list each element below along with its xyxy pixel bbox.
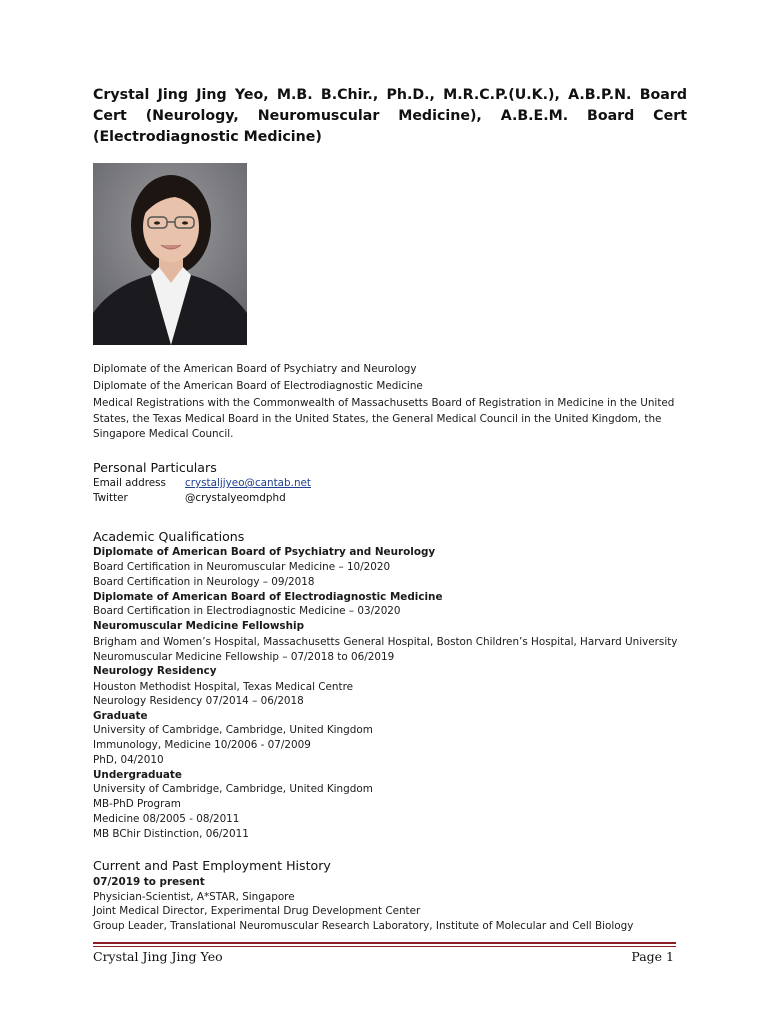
employment-line: 07/2019 to present [93,876,205,888]
twitter-label: Twitter [93,492,128,504]
registration-paragraph: Medical Registrations with the Commonwealth of Massachusetts Board of Registration in Medicine in the United States, the Texas Medical Board in the United States, the General Medical Council in the United Kingdom, the Singapore Medical Council. [93,397,675,440]
academic-line: Medicine 08/2005 - 08/2011 [93,813,240,825]
employment-line: Physician-Scientist, A*STAR, Singapore [93,891,295,903]
page-title: Crystal Jing Jing Yeo, M.B. B.Chir., Ph.D., M.R.C.P.(U.K.), A.B.P.N. Board Cert (Neurology, Neuromuscular Medicine), A.B.E.M. Board Cert (Electrodiagnostic Medicine) [93,87,687,145]
portrait-image [93,163,247,345]
twitter-handle: @crystalyeomdphd [185,492,286,504]
page-number: Page 1 [631,949,674,964]
academic-line: Houston Methodist Hospital, Texas Medical Centre [93,681,354,693]
employment-line: Group Leader, Translational Neuromuscular Research Laboratory, Institute of Molecular and Cell Biology [93,920,634,932]
academic-line: Neuromuscular Medicine Fellowship – 07/2018 to 06/2019 [93,651,395,663]
footer-divider [93,942,676,944]
section-heading-employment: Current and Past Employment History [93,858,331,873]
academic-line: Immunology, Medicine 10/2006 - 07/2009 [93,739,311,751]
academic-line: Diplomate of American Board of Electrodiagnostic Medicine [93,591,443,603]
employment-line: Joint Medical Director, Experimental Drug Development Center [93,905,421,917]
academic-line: MB-PhD Program [93,798,181,810]
section-heading-personal: Personal Particulars [93,460,217,475]
academic-line: Graduate [93,710,148,722]
academic-line: Board Certification in Neuromuscular Medicine – 10/2020 [93,561,391,573]
academic-line: University of Cambridge, Cambridge, United Kingdom [93,724,373,736]
academic-line: Brigham and Women’s Hospital, Massachusetts General Hospital, Boston Children’s Hospital, Harvard University [93,636,678,648]
section-heading-academic: Academic Qualifications [93,529,245,544]
cert-line: Diplomate of the American Board of Psychiatry and Neurology [93,363,417,375]
academic-line: Undergraduate [93,769,182,781]
academic-line: University of Cambridge, Cambridge, United Kingdom [93,783,373,795]
footer-divider-thin [93,946,676,947]
academic-line: MB BChir Distinction, 06/2011 [93,828,249,840]
profile-photo [93,163,247,345]
email-address[interactable]: crystaljjyeo@cantab.net [185,477,311,489]
academic-line: Board Certification in Electrodiagnostic Medicine – 03/2020 [93,605,401,617]
email-link[interactable] [185,477,311,489]
footer-name: Crystal Jing Jing Yeo [93,949,223,964]
academic-line: PhD, 04/2010 [93,754,164,766]
academic-line: Neuromuscular Medicine Fellowship [93,620,305,632]
academic-line: Diplomate of American Board of Psychiatry and Neurology [93,546,436,558]
cert-line: Diplomate of the American Board of Electrodiagnostic Medicine [93,380,423,392]
email-label: Email address [93,477,166,489]
academic-line: Neurology Residency [93,665,217,677]
academic-line: Neurology Residency 07/2014 – 06/2018 [93,695,304,707]
academic-line: Board Certification in Neurology – 09/2018 [93,576,315,588]
